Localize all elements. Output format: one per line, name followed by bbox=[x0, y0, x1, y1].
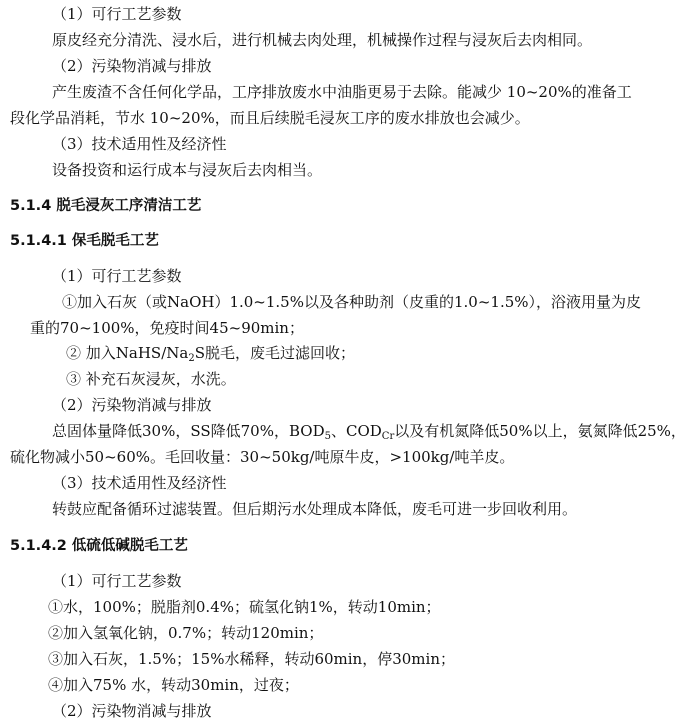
s1-step2-subscript: 2 bbox=[188, 353, 195, 364]
p2-heading: （2）污染物消减与排放 bbox=[52, 57, 212, 75]
p3-heading: （3）技术适用性及经济性 bbox=[52, 135, 227, 153]
s1-step1-line1: ①加入石灰（或NaOH）1.0~1.5%以及各种助剂（皮重的1.0~1.5%），浴液用量为皮 bbox=[62, 293, 642, 311]
p2-text-line2: 段化学品消耗，节水 10~20%，而且后续脱毛浸灰工序的废水排放也会减少。 bbox=[10, 109, 530, 127]
p2-text-line1: 产生废渣不含任何化学品，工序排放废水中油脂更易于去除。能减少 10~20%的准备工 bbox=[52, 83, 632, 101]
s2-step1: ①水，100%；脱脂剂0.4%；硫氢化钠1%，转动10min； bbox=[48, 598, 441, 616]
s1-p2-heading: （2）污染物消减与排放 bbox=[52, 396, 212, 414]
section-heading-5-1-4-1: 5.1.4.1 保毛脱毛工艺 bbox=[10, 233, 159, 249]
s1-step3: ③ 补充石灰浸灰，水洗。 bbox=[66, 370, 236, 388]
cod-subscript: Cr bbox=[381, 431, 395, 442]
s2-step3: ③加入石灰，1.5%；15%水稀释，转动60min，停30min； bbox=[48, 650, 455, 668]
s1-step2 bbox=[66, 343, 355, 363]
bod-subscript: 5 bbox=[324, 431, 331, 442]
s1-step2-pre: ② 加入NaHS/Na bbox=[66, 344, 189, 362]
s1-p2-line1-post: 以及有机氮降低50%以上，氨氮降低25%， bbox=[394, 422, 686, 440]
p3-text: 设备投资和运行成本与浸灰后去肉相当。 bbox=[52, 161, 323, 179]
section-heading-5-1-4-2: 5.1.4.2 低硫低碱脱毛工艺 bbox=[10, 538, 188, 554]
s1-p1-heading: （1）可行工艺参数 bbox=[52, 267, 182, 285]
s2-p1-heading: （1）可行工艺参数 bbox=[52, 572, 182, 590]
s1-step1-line2: 重的70~100%，免疫时间45~90min； bbox=[30, 319, 304, 337]
s1-p2-line1-mid: 、COD bbox=[330, 422, 382, 440]
s2-step4: ④加入75% 水，转动30min，过夜； bbox=[48, 676, 299, 694]
section-heading-5-1-4: 5.1.4 脱毛浸灰工序清洁工艺 bbox=[10, 198, 202, 214]
s1-p2-line2: 硫化物减小50~60%。毛回收量：30~50kg/吨原牛皮，>100kg/吨羊皮。 bbox=[10, 448, 515, 466]
s1-p3-text: 转鼓应配备循环过滤装置。但后期污水处理成本降低，废毛可进一步回收利用。 bbox=[52, 500, 578, 518]
s2-p2-heading: （2）污染物消减与排放 bbox=[52, 702, 212, 720]
p1-text: 原皮经充分清洗、浸水后，进行机械去肉处理，机械操作过程与浸灰后去肉相同。 bbox=[52, 31, 593, 49]
s1-p3-heading: （3）技术适用性及经济性 bbox=[52, 474, 227, 492]
s1-p2-line1 bbox=[52, 421, 686, 441]
s1-step2-post: S脱毛，废毛过滤回收； bbox=[194, 344, 355, 362]
p1-heading: （1）可行工艺参数 bbox=[52, 5, 182, 23]
s2-step2: ②加入氢氧化钠，0.7%；转动120min； bbox=[48, 624, 324, 642]
s1-p2-line1-pre: 总固体量降低30%，SS降低70%，BOD bbox=[52, 422, 325, 440]
